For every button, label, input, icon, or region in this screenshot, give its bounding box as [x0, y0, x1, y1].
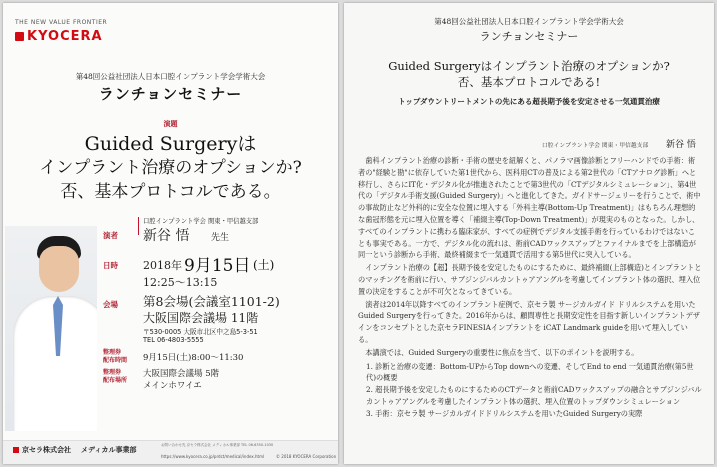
ticket-time-label-1: 整理券 [103, 349, 122, 356]
handout-name: 新谷 悟 [666, 140, 696, 150]
ticket-place-l2: メインホワイエ [143, 381, 202, 391]
handout-title-1: Guided Surgeryはインプラント治療のオプションか? [388, 59, 670, 73]
point-2: 2. 超長期予後を安定したものにするためのCTデータと術前CADワックスアップの融合とサブジンジバルカントゥアアングルを考慮したインプラント体の選択、埋入位置のトップダウンシミュレーション [366, 385, 702, 406]
speaker-suffix: 先生 [211, 233, 230, 243]
venue-tel: TEL 06-4803-5555 [143, 336, 204, 344]
time: 12:25～13:15 [143, 276, 218, 289]
theme-label: 演題 [163, 120, 178, 128]
paragraph-1: 歯科インプラント治療の診断・手術の歴史を紐解くと、パノラマ画像診断とフリーハンドでの手術：術者の"経験と勘"に依存していた第1世代から、医科用CTの普及による第2世代の「CTアナログ診断」へと移行し、さらにIT化・デジタル化が推進されたことで第3世代の「CTデジタルシミュレーション」、第4世代の「デジタル手術支援(Guided Surgery)」へと進化してきた。ガイドサージェリーを行うことで、術中の事故防止など外科的に安全な位置に埋入する「外科主導(Bottom-Up Treatment)」はもちろん理想的な歯冠形態を元に埋入位置を導く「補綴主導(Top-Down Treatment)」が現実のものとなった。しかし、すべてのインプラントに携わる臨床家が、すべての症例でデジタル支援手術を行っているわけではないことも事実である。一方で、デジタル化の流れは、術前CADワックスアップとファイナルまでを上部構造が同一という診断から手術、最終補綴まで一気通貫で活用する第5世代に突入している。 [358, 156, 701, 260]
venue-room: 第8会場(会議室1101-2) [143, 294, 280, 309]
kyocera-logo-icon [15, 32, 24, 41]
ticket-place-label-2: 配布場所 [103, 377, 128, 384]
handout-seminar: ランチョンセミナー [479, 30, 579, 43]
abstract-body [358, 155, 702, 420]
handout-meeting: 第48回公益社団法人日本口腔インプラント学会学術大会 [434, 17, 624, 26]
division-name: メディカル事業部 [81, 446, 137, 454]
paragraph-2: インプラント治療の【超】長期予後を安定したものにするために、最終補綴(上部構造)とインプラントとのマッチングを術前に行い、サブジンジバルカントゥアアングルを考慮してインプラント体の選択、埋入位置の決定をすることが不可欠となってきている。 [358, 263, 702, 296]
speaker-photo [5, 226, 97, 431]
tagline: THE NEW VALUE FRONTIER [15, 19, 108, 26]
contact-info: お問い合わせ先 京セラ株式会社 メディカル事業部 TEL 06-6350-1030 [161, 443, 274, 447]
title-line-3: 否、基本プロトコルである。 [60, 182, 281, 202]
point-3: 3. 手術：京セラ製 サージカルガイドドリルシステムを用いたGuided Surgeryの実際 [366, 408, 643, 418]
speaker-face [39, 246, 79, 292]
date-year: 2018年 [143, 259, 182, 272]
venue-building: 大阪国際会議場 11階 [143, 311, 259, 325]
ticket-place-label-1: 整理券 [103, 369, 122, 376]
paragraph-3: 演者は2014年以降すべてのインプラント症例で、京セラ製 サージカルガイド ドリルシステムを用いたGuided Surgeryを行ってきた。2016年からは、顧問専性と長期安定性を目指す新しいインプラントデザインをコンセプトとした京セラFINESIAインプラントを iCAT Landmark guideを用いて埋入している。 [358, 299, 700, 344]
speaker-label: 演者 [103, 231, 118, 240]
date-day: 9月15日 [184, 256, 251, 276]
ticket-time-label [103, 349, 127, 365]
company-name: 京セラ株式会社 [22, 446, 71, 454]
venue-label: 会場 [103, 300, 118, 309]
date-weekday: (土) [253, 258, 275, 272]
brand-logo: KYOCERA [27, 29, 103, 44]
paragraph-4: 本講演では、Guided Surgeryの重要性に焦点を当て、以下のポイントを説明する。 [365, 347, 639, 357]
handout-subtitle: トップダウントリートメントの先にある超長期予後を安定させる一気通貫治療 [398, 97, 660, 106]
ticket-place-l1: 大阪国際会議場 5階 [143, 369, 220, 379]
flyer-footer [3, 440, 338, 464]
ticket-place-label [103, 369, 127, 385]
handout-affiliation: 口腔インプラント学会 関東・甲信越支部 [542, 143, 649, 149]
handout-title-2: 否、基本プロトコルである! [457, 75, 601, 89]
point-1: 1. 診断と治療の変遷：Bottom-UPからTop downへの変遷、そしてEnd to end 一気通貫治療(第5世代)の概要 [366, 361, 694, 383]
seminar-heading: ランチョンセミナー [98, 85, 243, 103]
title-line-2: インプラント治療のオプションか? [39, 158, 302, 178]
speaker-affiliation: 口腔インプラント学会 関東・甲信越支部 [143, 218, 259, 225]
date-label: 日時 [103, 261, 118, 270]
abstract-handout [344, 3, 714, 464]
seminar-flyer [3, 3, 338, 464]
footer-url[interactable]: https://www.kyocera.co.jp/prdct/medical/index.html [161, 454, 265, 459]
venue-address: 〒530-0005 大阪市北区中之島5-3-51 [143, 328, 258, 336]
ticket-time-label-2: 配布時間 [103, 357, 128, 364]
speaker-name: 新谷 悟 [143, 228, 190, 244]
meeting-name: 第48回公益社団法人日本口腔インプラント学会学術大会 [75, 72, 266, 81]
divider [138, 217, 139, 235]
copyright: © 2018 KYOCERA Corporation [276, 454, 337, 459]
footer-logo-icon [13, 447, 19, 453]
ticket-time: 9月15日(土)8:00～11:30 [143, 353, 244, 363]
title-line-1: Guided Surgeryは [84, 133, 257, 155]
